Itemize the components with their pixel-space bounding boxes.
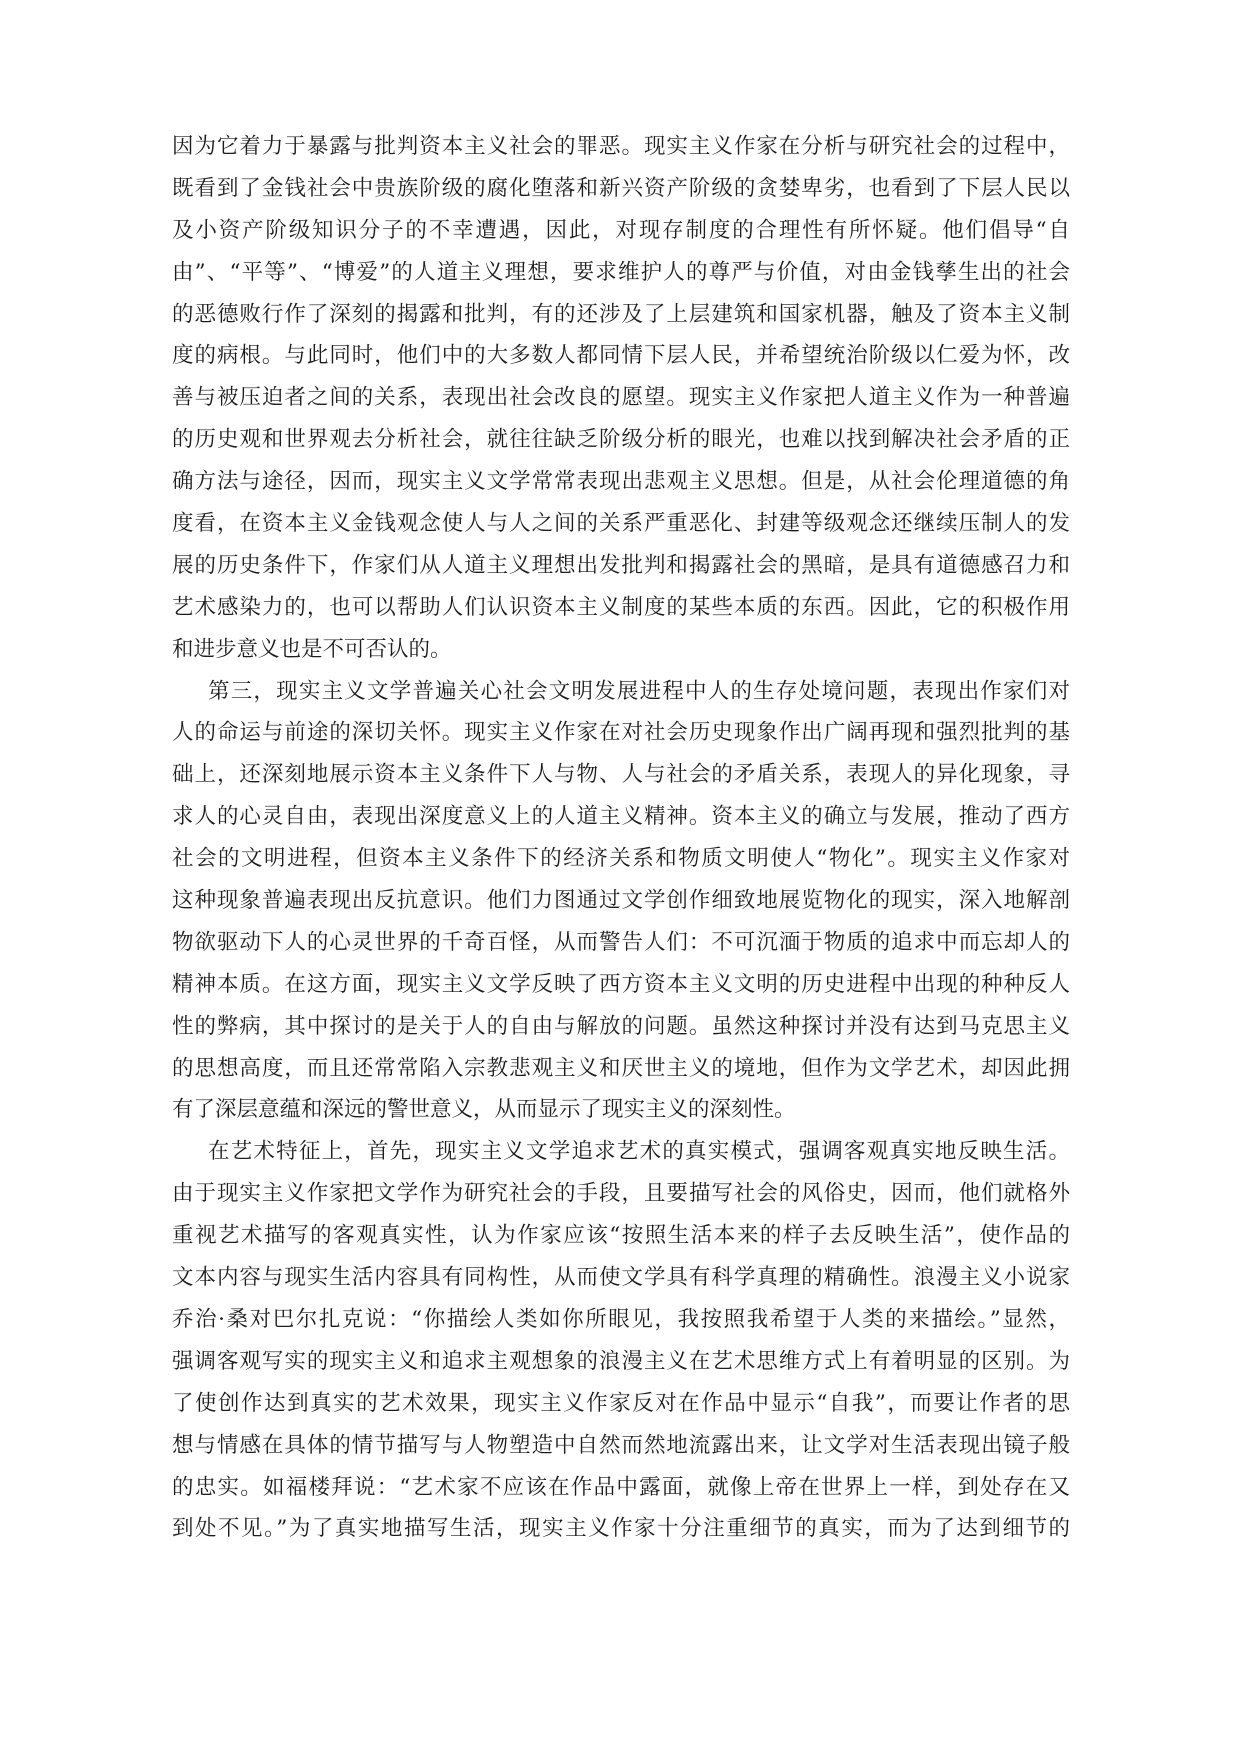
text-line: 础上，还深刻地展示资本主义条件下人与物、人与社会的矛盾关系，表现人的异化现象，寻 <box>172 762 1070 788</box>
text-line: 性的弊病，其中探讨的是关于人的自由与解放的问题。虽然这种探讨并没有达到马克思主义 <box>172 1013 1070 1039</box>
text-line: 的恶德败行作了深刻的揭露和批判，有的还涉及了上层建筑和国家机器，触及了资本主义制 <box>172 301 1070 327</box>
text-line: 艺术感染力的，也可以帮助人们认识资本主义制度的某些本质的东西。因此，它的积极作用 <box>172 594 1070 620</box>
text-line: 想与情感在具体的情节描写与人物塑造中自然而然地流露出来，让文学对生活表现出镜子般 <box>172 1432 1070 1458</box>
text-line: 展的历史条件下，作家们从人道主义理想出发批判和揭露社会的黑暗，是具有道德感召力和 <box>172 552 1070 578</box>
text-line: 文本内容与现实生活内容具有同构性，从而使文学具有科学真理的精确性。浪漫主义小说家 <box>172 1265 1070 1291</box>
body-text <box>172 126 1070 1550</box>
text-line: 人的命运与前途的深切关怀。现实主义作家在对社会历史现象作出广阔再现和强烈批判的基 <box>172 720 1070 746</box>
text-line: 由于现实主义作家把文学作为研究社会的手段，且要描写社会的风俗史，因而，他们就格外 <box>172 1181 1070 1207</box>
text-line: 精神本质。在这方面，现实主义文学反映了西方资本主义文明的历史进程中出现的种种反人 <box>172 971 1070 997</box>
text-line: 乔治·桑对巴尔扎克说：“你描绘人类如你所眼见，我按照我希望于人类的来描绘。”显然， <box>172 1306 1070 1332</box>
text-line: 的忠实。如福楼拜说：“艺术家不应该在作品中露面，就像上帝在世界上一样，到处存在又 <box>172 1474 1070 1500</box>
text-line: 重视艺术描写的客观真实性，认为作家应该“按照生活本来的样子去反映生活”，使作品的 <box>172 1223 1070 1249</box>
text-line: 在艺术特征上，首先，现实主义文学追求艺术的真实模式，强调客观真实地反映生活。 <box>208 1139 1070 1165</box>
text-line: 的历史观和世界观去分析社会，就往往缺乏阶级分析的眼光，也难以找到解决社会矛盾的正 <box>172 427 1070 453</box>
text-line: 第三，现实主义文学普遍关心社会文明发展进程中人的生存处境问题，表现出作家们对 <box>208 678 1070 704</box>
text-line: 的思想高度，而且还常常陷入宗教悲观主义和厌世主义的境地，但作为文学艺术，却因此拥 <box>172 1055 1070 1081</box>
text-line: 度的病根。与此同时，他们中的大多数人都同情下层人民，并希望统治阶级以仁爱为怀，改 <box>172 343 1070 369</box>
text-line: 度看，在资本主义金钱观念使人与人之间的关系严重恶化、封建等级观念还继续压制人的发 <box>172 511 1070 537</box>
paragraph <box>172 671 1070 1132</box>
paragraph <box>172 1131 1070 1550</box>
text-line: 和进步意义也是不可否认的。 <box>172 636 452 662</box>
text-line: 有了深层意蕴和深远的警世意义，从而显示了现实主义的深刻性。 <box>172 1097 796 1123</box>
text-line: 及小资产阶级知识分子的不幸遭遇，因此，对现存制度的合理性有所怀疑。他们倡导“自 <box>172 217 1070 243</box>
text-line: 善与被压迫者之间的关系，表现出社会改良的愿望。现实主义作家把人道主义作为一种普遍 <box>172 385 1070 411</box>
text-line: 了使创作达到真实的艺术效果，现实主义作家反对在作品中显示“自我”，而要让作者的思 <box>172 1390 1070 1416</box>
text-line: 到处不见。”为了真实地描写生活，现实主义作家十分注重细节的真实，而为了达到细节的 <box>172 1516 1070 1542</box>
text-line: 确方法与途径，因而，现实主义文学常常表现出悲观主义思想。但是，从社会伦理道德的角 <box>172 469 1070 495</box>
text-line: 求人的心灵自由，表现出深度意义上的人道主义精神。资本主义的确立与发展，推动了西方 <box>172 804 1070 830</box>
text-line: 由”、“平等”、“博爱”的人道主义理想，要求维护人的尊严与价值，对由金钱孳生出的社会 <box>172 259 1070 285</box>
text-line: 物欲驱动下人的心灵世界的千奇百怪，从而警告人们：不可沉湎于物质的追求中而忘却人的 <box>172 929 1070 955</box>
paragraph <box>172 126 1070 671</box>
text-line: 这种现象普遍表现出反抗意识。他们力图通过文学创作细致地展览物化的现实，深入地解剖 <box>172 888 1070 914</box>
text-line: 社会的文明进程，但资本主义条件下的经济关系和物质文明使人“物化”。现实主义作家对 <box>172 846 1070 872</box>
text-line: 因为它着力于暴露与批判资本主义社会的罪恶。现实主义作家在分析与研究社会的过程中， <box>172 134 1070 159</box>
text-line: 强调客观写实的现实主义和追求主观想象的浪漫主义在艺术思维方式上有着明显的区别。为 <box>172 1348 1070 1374</box>
text-line: 既看到了金钱社会中贵族阶级的腐化堕落和新兴资产阶级的贪婪卑劣，也看到了下层人民以 <box>172 175 1070 201</box>
